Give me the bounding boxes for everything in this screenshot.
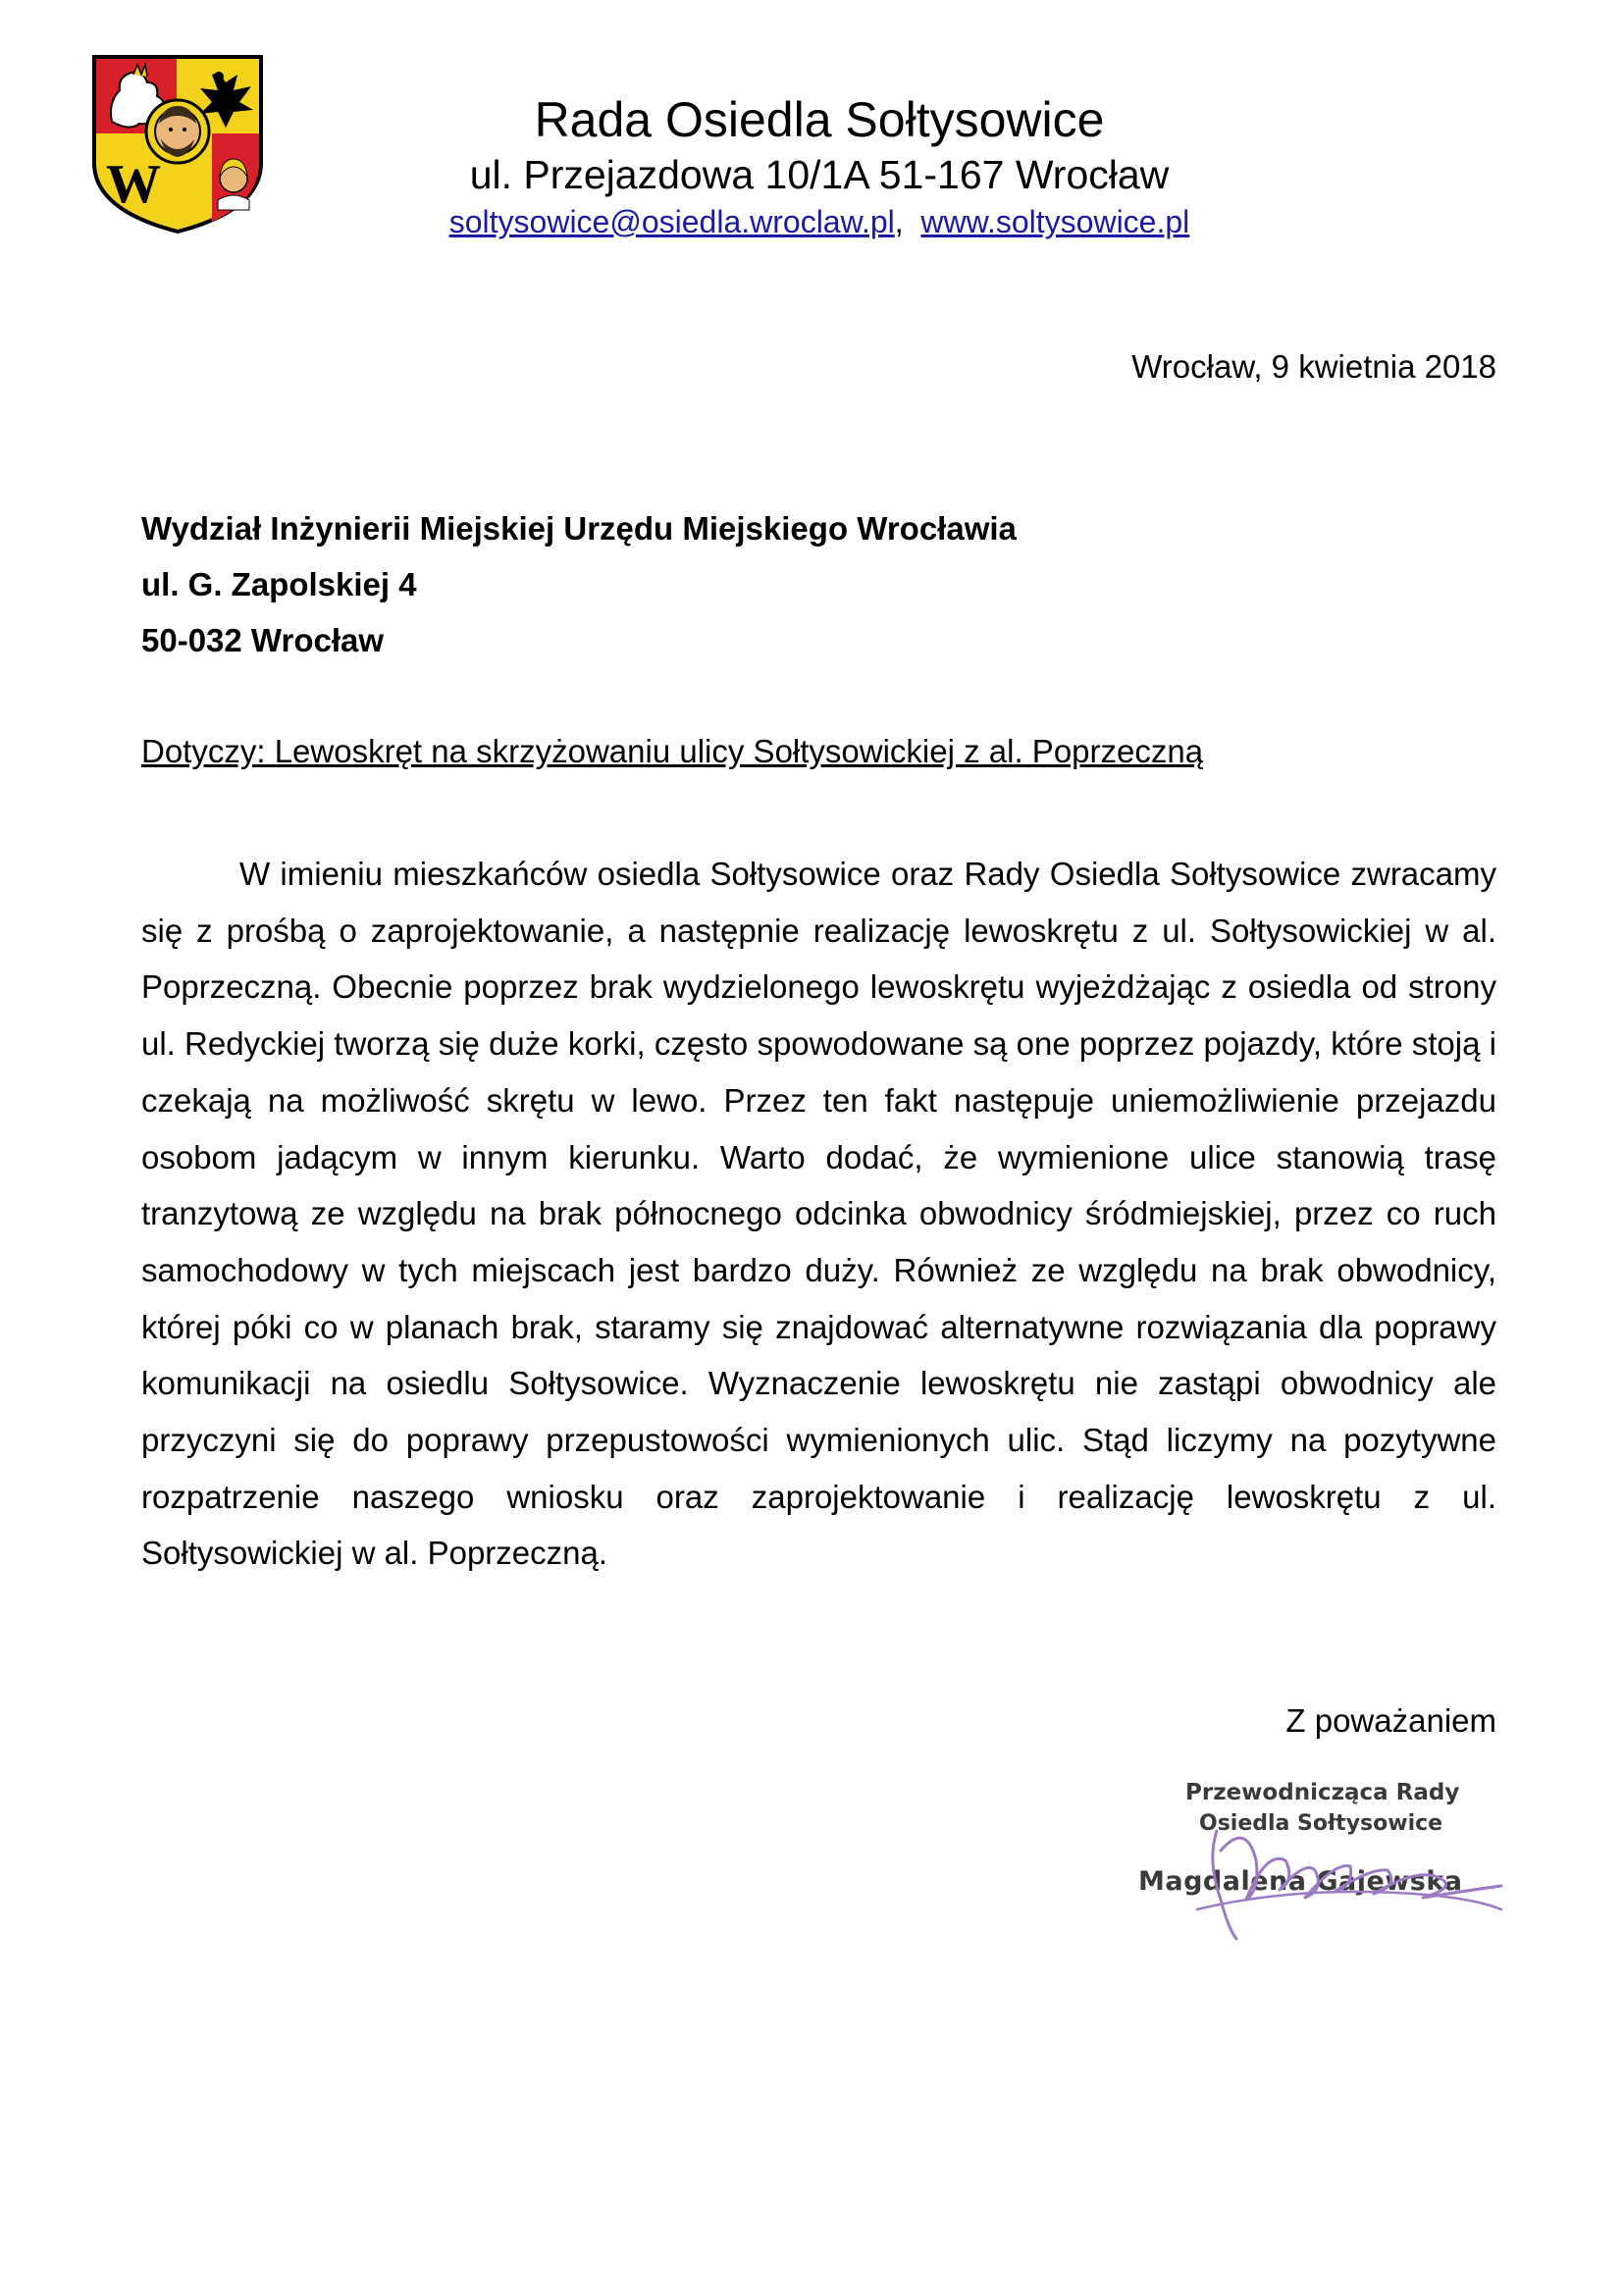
stamp-title-line1: Przewodnicząca Rady: [1185, 1780, 1460, 1805]
contact-separator: ,: [894, 204, 904, 239]
stamp-signer-name: Magdalena Gajewska: [1138, 1866, 1463, 1897]
recipient-block: [141, 500, 1017, 668]
organization-contacts: [294, 200, 1344, 243]
recipient-city: 50-032 Wrocław: [141, 622, 385, 658]
subject-line: Dotyczy: Lewoskręt na skrzyżowaniu ulicy Sołtysowickiej z al. Poprzeczną: [141, 733, 1204, 769]
signature-block: [1138, 1772, 1521, 1949]
letterhead: [294, 90, 1344, 243]
stamp-title-line2: Osiedla Sołtysowice: [1199, 1811, 1443, 1836]
letter-body: W imieniu mieszkańców osiedla Sołtysowice oraz Rady Osiedla Sołtysowice zwracamy się z prośbą o zaprojektowanie, a następnie realizację lewoskrętu z ul. Sołtysowickiej w al. Poprzeczną. Obecnie poprzez brak wydzielonego lewoskrętu wyjeżdżając z osiedla od strony ul. Redyckiej tworzą się duże korki, często spowodowane są one poprzez pojazdy, które stoją i czekają na możliwość skrętu w lewo. Przez ten fakt następuje uniemożliwienie przejazdu osobom jadącym w innym kierunku. Warto dodać, że wymienione ulice stanowią trasę tranzytową ze względu na brak północnego odcinka obwodnicy śródmiejskiej, przez co ruch samochodowy w tych miejscach jest bardzo duży. Również ze względu na brak obwodnicy, której póki co w planach brak, staramy się znajdować alternatywne rozwiązania dla poprawy komunikacji na osiedlu Sołtysowice. Wyznaczenie lewoskrętu nie zastąpi obwodnicy ale przyczyni się do poprawy przepustowości wymienionych ulic. Stąd liczymy na pozytywne rozpatrzenie naszego wniosku oraz zaprojektowanie i realizację lewoskrętu z ul. Sołtysowickiej w al. Poprzeczną.: [141, 856, 1496, 1572]
email-link[interactable]: soltysowice@osiedla.wroclaw.pl: [448, 204, 895, 239]
letter-date: Wrocław, 9 kwietnia 2018: [1131, 348, 1496, 385]
svg-text:W: W: [106, 154, 161, 215]
handwritten-signature-icon: [1178, 1792, 1511, 1949]
wroclaw-coat-of-arms-icon: [90, 53, 265, 235]
recipient-name: Wydział Inżynierii Miejskiej Urzędu Miejskiego Wrocławia: [141, 510, 1017, 547]
organization-name: Rada Osiedla Sołtysowice: [534, 92, 1105, 147]
recipient-street: ul. G. Zapolskiej 4: [141, 566, 417, 602]
organization-address: ul. Przejazdowa 10/1A 51-167 Wrocław: [469, 152, 1170, 197]
closing-phrase: Z poważaniem: [1285, 1702, 1496, 1739]
website-link[interactable]: www.soltysowice.pl: [920, 204, 1190, 239]
